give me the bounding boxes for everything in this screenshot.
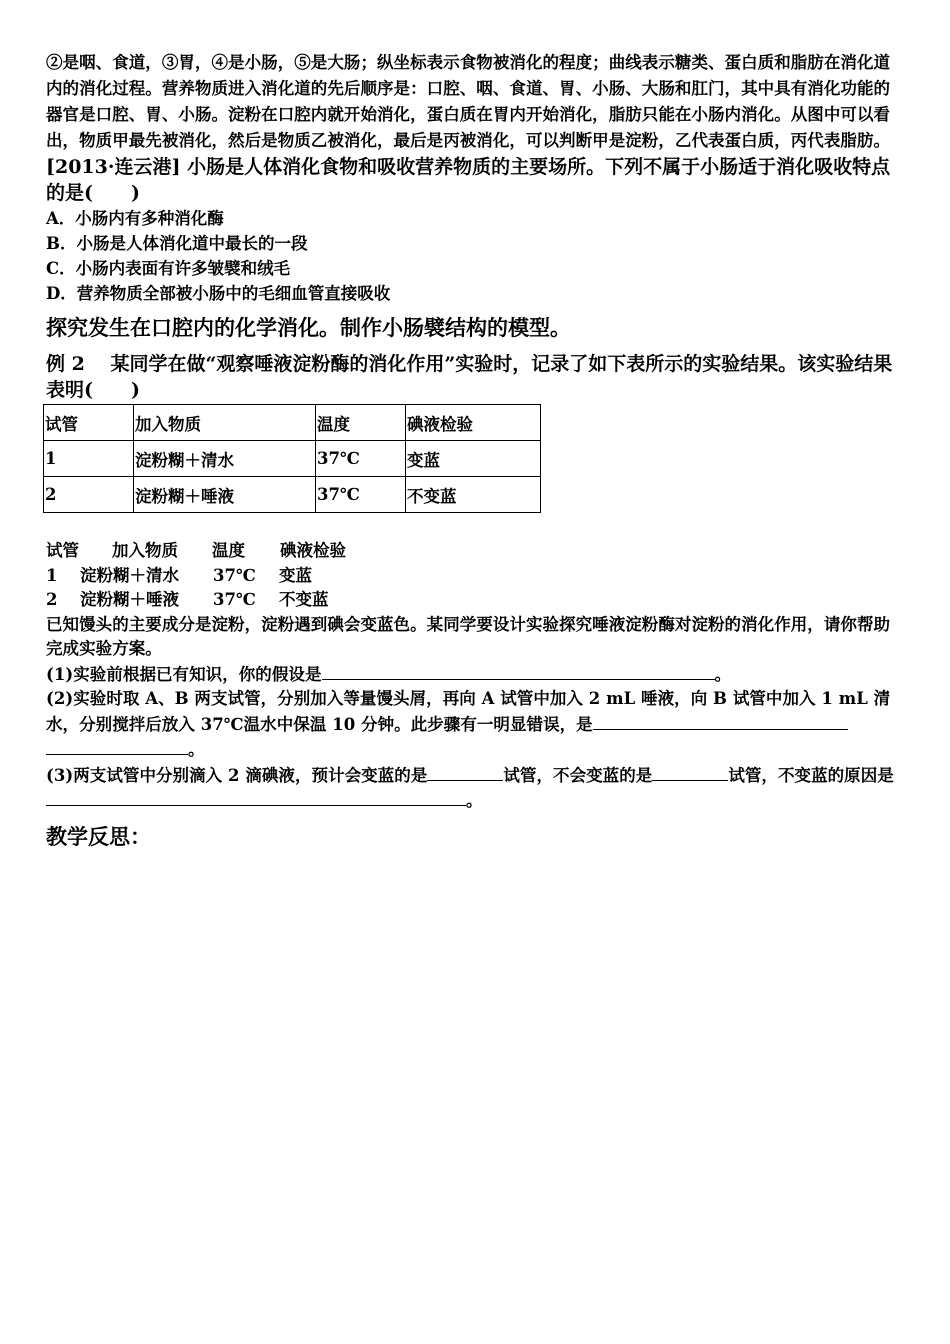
plain-cell: 不变蓝: [279, 590, 329, 609]
plain-cell: 2: [46, 590, 58, 609]
q2-text: (2)实验时取 A、B 两支试管，分别加入等量馒头屑，再向 A 试管中加入 2 mL 唾液，向 B 试管中加入 1 mL 清水，分别搅拌后放入 37℃温水中保温 10 分钟。此步骤有一明显错误，是: [46, 689, 891, 734]
q2-suffix: 。: [188, 740, 205, 759]
answer-blank[interactable]: [322, 662, 715, 680]
experiment-q1: [46, 662, 906, 688]
table-cell: 2: [44, 477, 134, 513]
q3-part-b: 试管，不会变蓝的是: [503, 765, 653, 785]
reflection-heading: 教学反思：: [46, 823, 151, 849]
table-cell: 37℃: [316, 441, 406, 477]
experiment-context: 已知馒头的主要成分是淀粉，淀粉遇到碘会变蓝色。某同学要设计实验探究唾液淀粉酶对淀粉的消化作用，请你帮助完成实验方案。: [46, 614, 891, 658]
plain-results-row: [46, 539, 906, 564]
answer-blank[interactable]: [593, 712, 848, 730]
q1-suffix: 。: [714, 664, 732, 684]
table-row: [44, 477, 541, 513]
plain-cell: 1: [46, 565, 58, 585]
table-cell: 变蓝: [406, 441, 541, 477]
experiment-q3: [46, 763, 906, 814]
experiment-q2: [46, 687, 906, 763]
q3-suffix: 。: [466, 791, 483, 810]
plain-cell: 37℃: [213, 590, 256, 609]
table-header-row: [44, 405, 541, 441]
table-cell: 1: [44, 441, 134, 477]
option-list: [46, 206, 906, 306]
answer-blank[interactable]: [427, 763, 503, 781]
table-cell: 37℃: [316, 477, 406, 513]
plain-cell: 碘液检验: [280, 541, 346, 560]
plain-cell: 淀粉糊＋唾液: [80, 590, 179, 609]
plain-cell: 加入物质: [112, 541, 178, 560]
intro-paragraph: ②是咽、食道，③胃，④是小肠，⑤是大肠；纵坐标表示食物被消化的程度；曲线表示糖类、蛋白质和脂肪在消化道内的消化过程。营养物质进入消化道的先后顺序是：口腔、咽、食道、胃、小肠、大肠和肛门，其中具有消化功能的器官是口腔、胃、小肠。淀粉在口腔内就开始消化，蛋白质在胃内开始消化，脂肪只能在小肠内消化。从图中可以看出，物质甲最先被消化，然后是物质乙被消化，最后是丙被消化，可以判断甲是淀粉，乙代表蛋白质，丙代表脂肪。: [46, 53, 891, 150]
section-heading: 探究发生在口腔内的化学消化。制作小肠襞结构的模型。: [46, 315, 571, 340]
example-text: 例 2 某同学在做“观察唾液淀粉酶的消化作用”实验时，记录了如下表所示的实验结果。该实验结果表明( ): [46, 353, 893, 401]
plain-cell: 温度: [212, 541, 245, 560]
plain-cell: 37℃: [213, 565, 256, 585]
question-stem: [2013·连云港] 小肠是人体消化食物和吸收营养物质的主要场所。下列不属于小肠适于消化吸收特点的是( ): [46, 156, 891, 204]
table-cell: 淀粉糊＋唾液: [134, 477, 316, 513]
answer-blank[interactable]: [46, 737, 188, 755]
table-cell: 不变蓝: [406, 477, 541, 513]
plain-cell: 试管: [46, 541, 79, 560]
option-d: D．营养物质全部被小肠中的毛细血管直接吸收: [46, 284, 391, 303]
q1-prefix: (1)实验前根据已有知识，你的假设是: [46, 664, 322, 684]
plain-cell: 淀粉糊＋清水: [80, 565, 179, 585]
q3-part-c: 试管，不变蓝的原因是: [728, 765, 894, 785]
document-page: [46, 50, 906, 852]
option-c: C．小肠内表面有许多皱襞和绒毛: [46, 259, 291, 278]
answer-blank[interactable]: [652, 763, 728, 781]
results-table: [43, 404, 541, 513]
q3-part-a: (3)两支试管中分别滴入 2 滴碘液，预计会变蓝的是: [46, 765, 428, 785]
plain-results-row: [46, 588, 906, 613]
table-cell: 淀粉糊＋清水: [134, 441, 316, 477]
plain-cell: 变蓝: [279, 565, 312, 585]
answer-blank[interactable]: [46, 788, 466, 806]
table-header-cell: 试管: [44, 405, 134, 441]
option-b: B．小肠是人体消化道中最长的一段: [46, 234, 308, 253]
table-header-cell: 温度: [316, 405, 406, 441]
table-header-cell: 碘液检验: [406, 405, 541, 441]
plain-results-row: [46, 564, 906, 589]
table-row: [44, 441, 541, 477]
table-header-cell: 加入物质: [134, 405, 316, 441]
option-a: A．小肠内有多种消化酶: [46, 209, 224, 228]
